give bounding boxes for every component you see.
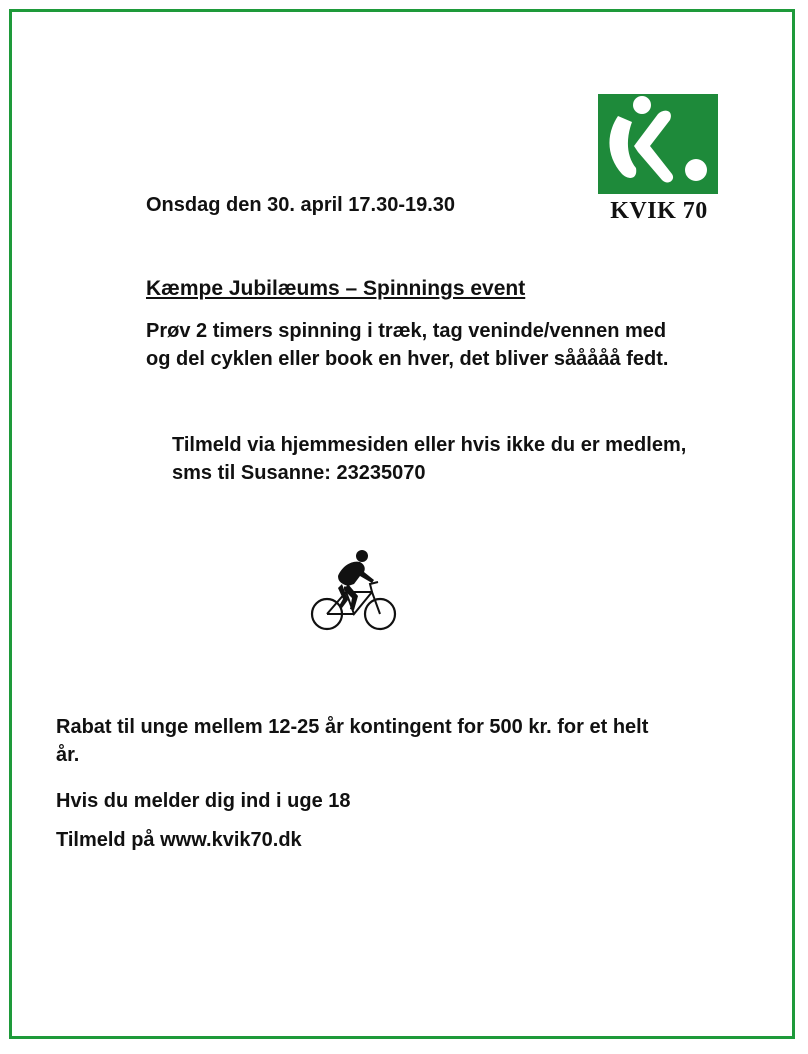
web-signup-text: Tilmeld på www.kvik70.dk — [56, 829, 302, 851]
cyclist-icon — [308, 548, 400, 634]
week-info: Hvis du melder dig ind i uge 18 — [56, 790, 351, 812]
discount-text — [56, 713, 648, 769]
event-description-line-2: og del cyklen eller book en hver, det bliver sååååå fedt. — [146, 348, 669, 370]
event-description — [146, 317, 668, 373]
event-title: Kæmpe Jubilæums – Spinnings event — [146, 277, 526, 300]
signup-info — [172, 431, 686, 487]
event-date: Onsdag den 30. april 17.30-19.30 — [146, 194, 456, 216]
discount-line-2: år. — [56, 744, 80, 766]
signup-info-line-1: Tilmeld via hjemmesiden eller hvis ikke du er medlem, — [172, 434, 687, 456]
signup-info-line-2: sms til Susanne: 23235070 — [172, 462, 426, 484]
logo-text: KVIK 70 — [610, 198, 708, 224]
event-description-line-1: Prøv 2 timers spinning i træk, tag veninde/vennen med — [146, 320, 667, 342]
discount-line-1: Rabat til unge mellem 12-25 år kontingent for 500 kr. for et helt — [56, 716, 649, 738]
